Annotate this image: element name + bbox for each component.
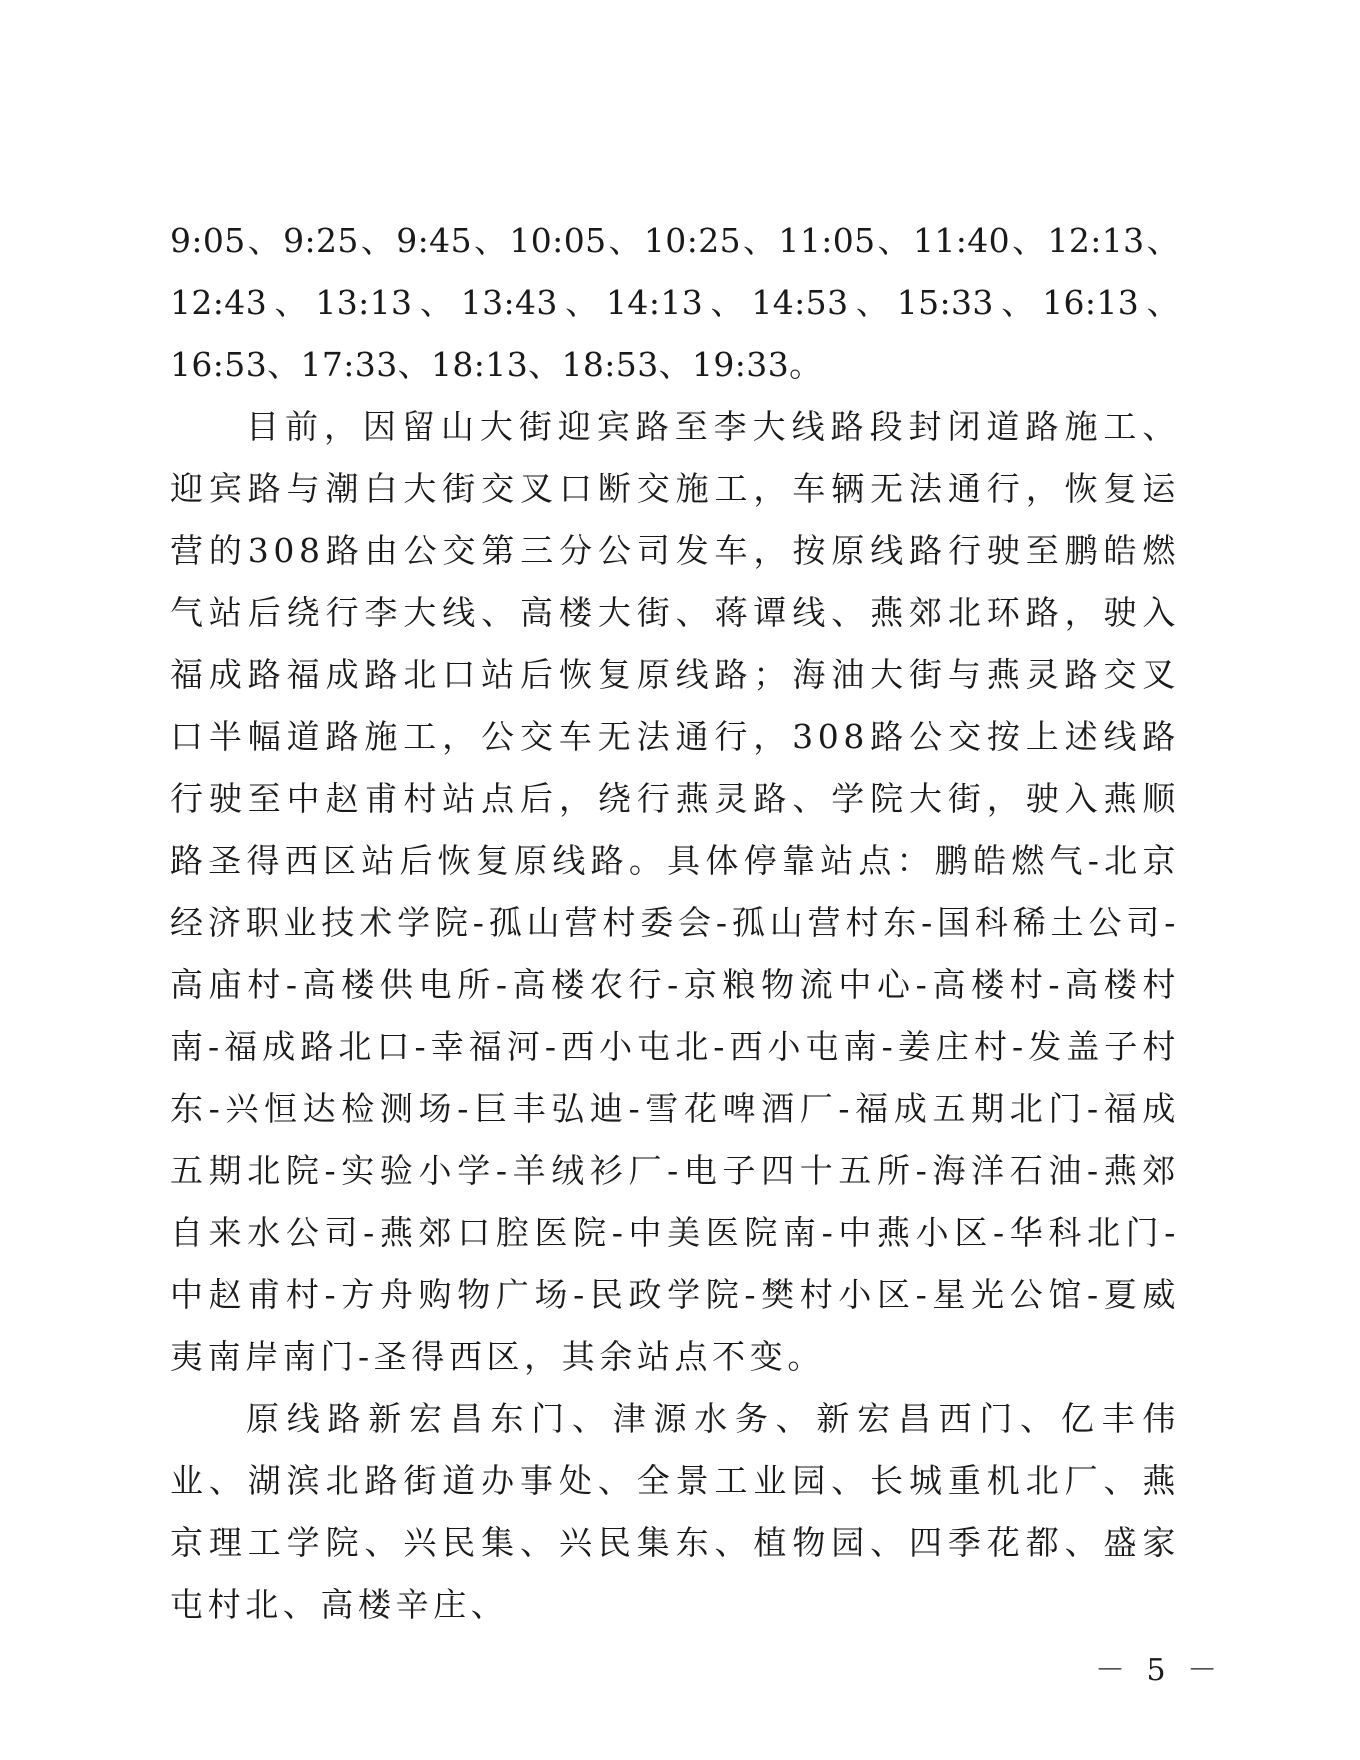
timetable-paragraph: 9:05、9:25、9:45、10:05、10:25、11:05、11:40、12:13、12:43、13:13、13:43、14:13、14:53、15:33、16:13、16:53、17:33、18:13、18:53、19:33。: [170, 221, 1180, 384]
page-number: － 5 －: [1095, 1653, 1224, 1688]
original-stops-paragraph: 原线路新宏昌东门、津源水务、新宏昌西门、亿丰伟业、湖滨北路街道办事处、全景工业园、长城重机北厂、燕京理工学院、兴民集、兴民集东、植物园、四季花都、盛家屯村北、高楼辛庄、: [170, 1399, 1180, 1624]
detour-paragraph: 目前，因留山大街迎宾路至李大线路段封闭道路施工、迎宾路与潮白大街交叉口断交施工，车辆无法通行，恢复运营的308路由公交第三分公司发车，按原线路行驶至鹏皓燃气站后绕行李大线、高楼大街、蒋谭线、燕郊北环路，驶入福成路福成路北口站后恢复原线路；海油大街与燕灵路交叉口半幅道路施工，公交车无法通行，308路公交按上述线路行驶至中赵甫村站点后，绕行燕灵路、学院大街，驶入燕顺路圣得西区站后恢复原线路。具体停靠站点：鹏皓燃气-北京经济职业技术学院-孤山营村委会-孤山营村东-国科稀土公司-高庙村-高楼供电所-高楼农行-京粮物流中心-高楼村-高楼村南-福成路北口-幸福河-西小屯北-西小屯南-姜庄村-发盖子村东-兴恒达检测场-巨丰弘迪-雪花啤酒厂-福成五期北门-福成五期北院-实验小学-羊绒衫厂-电子四十五所-海洋石油-燕郊自来水公司-燕郊口腔医院-中美医院南-中燕小区-华科北门-中赵甫村-方舟购物广场-民政学院-樊村小区-星光公馆-夏威夷南岸南门-圣得西区，其余站点不变。: [170, 407, 1180, 1376]
body-text: [170, 210, 1180, 1636]
